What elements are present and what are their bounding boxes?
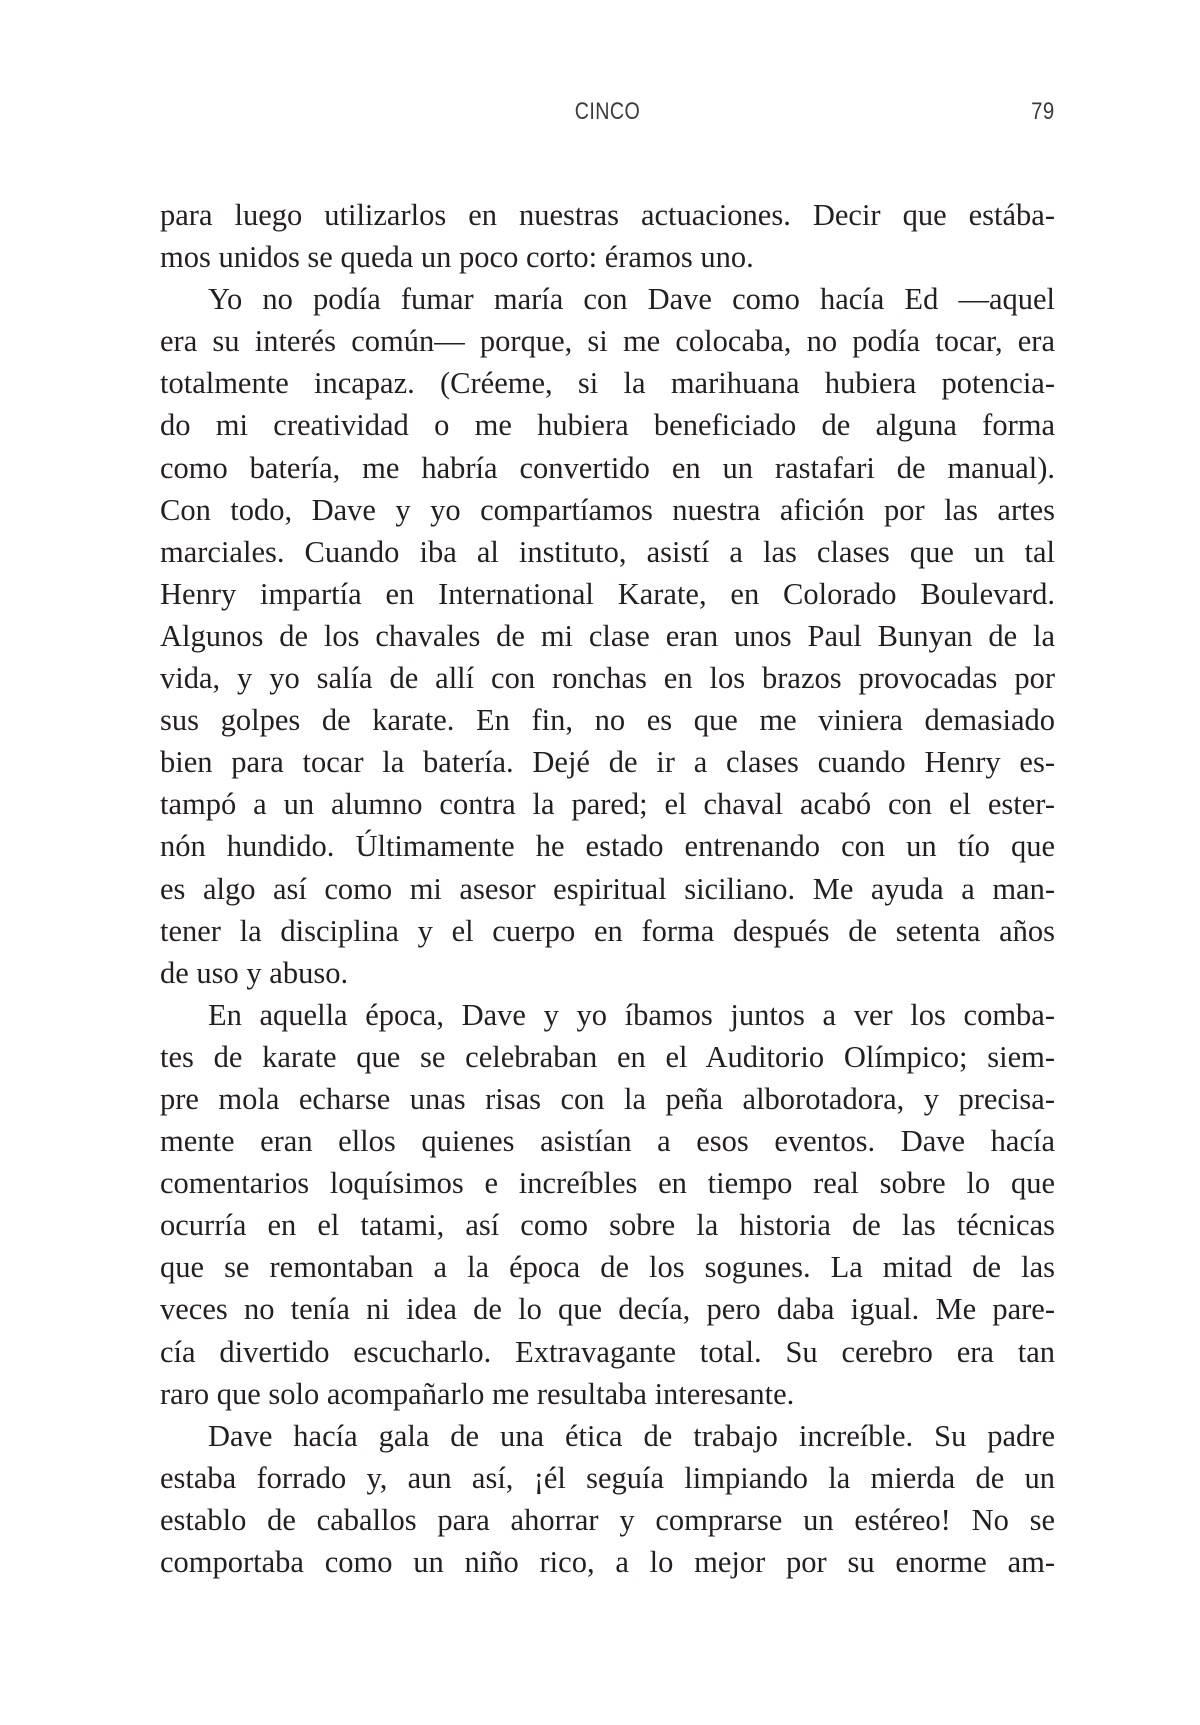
text-line: marciales. Cuando iba al instituto, asistí a las clases que un tal <box>160 534 1055 569</box>
text-line: tener la disciplina y el cuerpo en forma después de setenta años <box>160 913 1055 948</box>
text-line: sus golpes de karate. En fin, no es que me viniera demasiado <box>160 703 1055 738</box>
text-line: Con todo, Dave y yo compartíamos nuestra afición por las artes <box>160 492 1055 527</box>
text-line: estaba forrado y, aun así, ¡él seguía limpiando la mierda de un <box>160 1460 1055 1495</box>
text-line: pre mola echarse unas risas con la peña alborotadora, y precisa- <box>160 1081 1055 1116</box>
text-line: cía divertido escucharlo. Extravagante total. Su cerebro era tan <box>160 1334 1055 1369</box>
text-line: En aquella época, Dave y yo íbamos juntos a ver los comba- <box>208 997 1055 1032</box>
text-line: tes de karate que se celebraban en el Auditorio Olímpico; siem- <box>160 1039 1055 1074</box>
text-line: bien para tocar la batería. Dejé de ir a clases cuando Henry es- <box>160 745 1055 780</box>
text-line: ocurría en el tatami, así como sobre la historia de las técnicas <box>160 1208 1055 1243</box>
text-line: veces no tenía ni idea de lo que decía, pero daba igual. Me pare- <box>160 1292 1055 1327</box>
text-line: raro que solo acompañarlo me resultaba interesante. <box>160 1376 795 1411</box>
text-line: que se remontaban a la época de los sogunes. La mitad de las <box>160 1250 1055 1285</box>
paragraph <box>160 1415 1055 1583</box>
paragraph <box>160 278 1055 994</box>
text-line: Henry impartía en International Karate, en Colorado Boulevard. <box>160 576 1055 611</box>
text-line: tampó a un alumno contra la pared; el chaval acabó con el ester- <box>160 787 1055 822</box>
text-line: para luego utilizarlos en nuestras actuaciones. Decir que estába- <box>160 198 1055 232</box>
text-line: establo de caballos para ahorrar y comprarse un estéreo! No se <box>160 1502 1055 1537</box>
text-line: como batería, me habría convertido en un rastafari de manual). <box>160 450 1055 485</box>
page-number: 79 <box>1031 98 1055 125</box>
text-line: do mi creatividad o me hubiera beneficiado de alguna forma <box>160 408 1055 443</box>
text-line: Dave hacía gala de una ética de trabajo increíble. Su padre <box>208 1418 1055 1453</box>
running-head <box>160 98 1055 134</box>
text-line: vida, y yo salía de allí con ronchas en los brazos provocadas por <box>160 661 1055 696</box>
paragraph <box>160 994 1055 1415</box>
text-line: totalmente incapaz. (Créeme, si la marihuana hubiera potencia- <box>160 366 1055 401</box>
text-line: comportaba como un niño rico, a lo mejor por su enorme am- <box>160 1545 1055 1579</box>
text-line: Yo no podía fumar maría con Dave como hacía Ed —aquel <box>208 282 1055 317</box>
text-line: mos unidos se queda un poco corto: éramos uno. <box>160 240 754 275</box>
text-line: nón hundido. Últimamente he estado entrenando con un tío que <box>160 829 1055 864</box>
text-line: Algunos de los chavales de mi clase eran unos Paul Bunyan de la <box>160 618 1055 653</box>
body-text <box>160 194 1055 1583</box>
paragraph <box>160 194 1055 278</box>
text-line: mente eran ellos quienes asistían a esos eventos. Dave hacía <box>160 1124 1055 1159</box>
text-line: es algo así como mi asesor espiritual siciliano. Me ayuda a man- <box>160 871 1055 906</box>
text-line: de uso y abuso. <box>160 955 349 990</box>
chapter-title: CINCO <box>574 98 641 125</box>
text-line: comentarios loquísimos e increíbles en tiempo real sobre lo que <box>160 1166 1055 1201</box>
text-line: era su interés común— porque, si me colocaba, no podía tocar, era <box>160 324 1055 359</box>
